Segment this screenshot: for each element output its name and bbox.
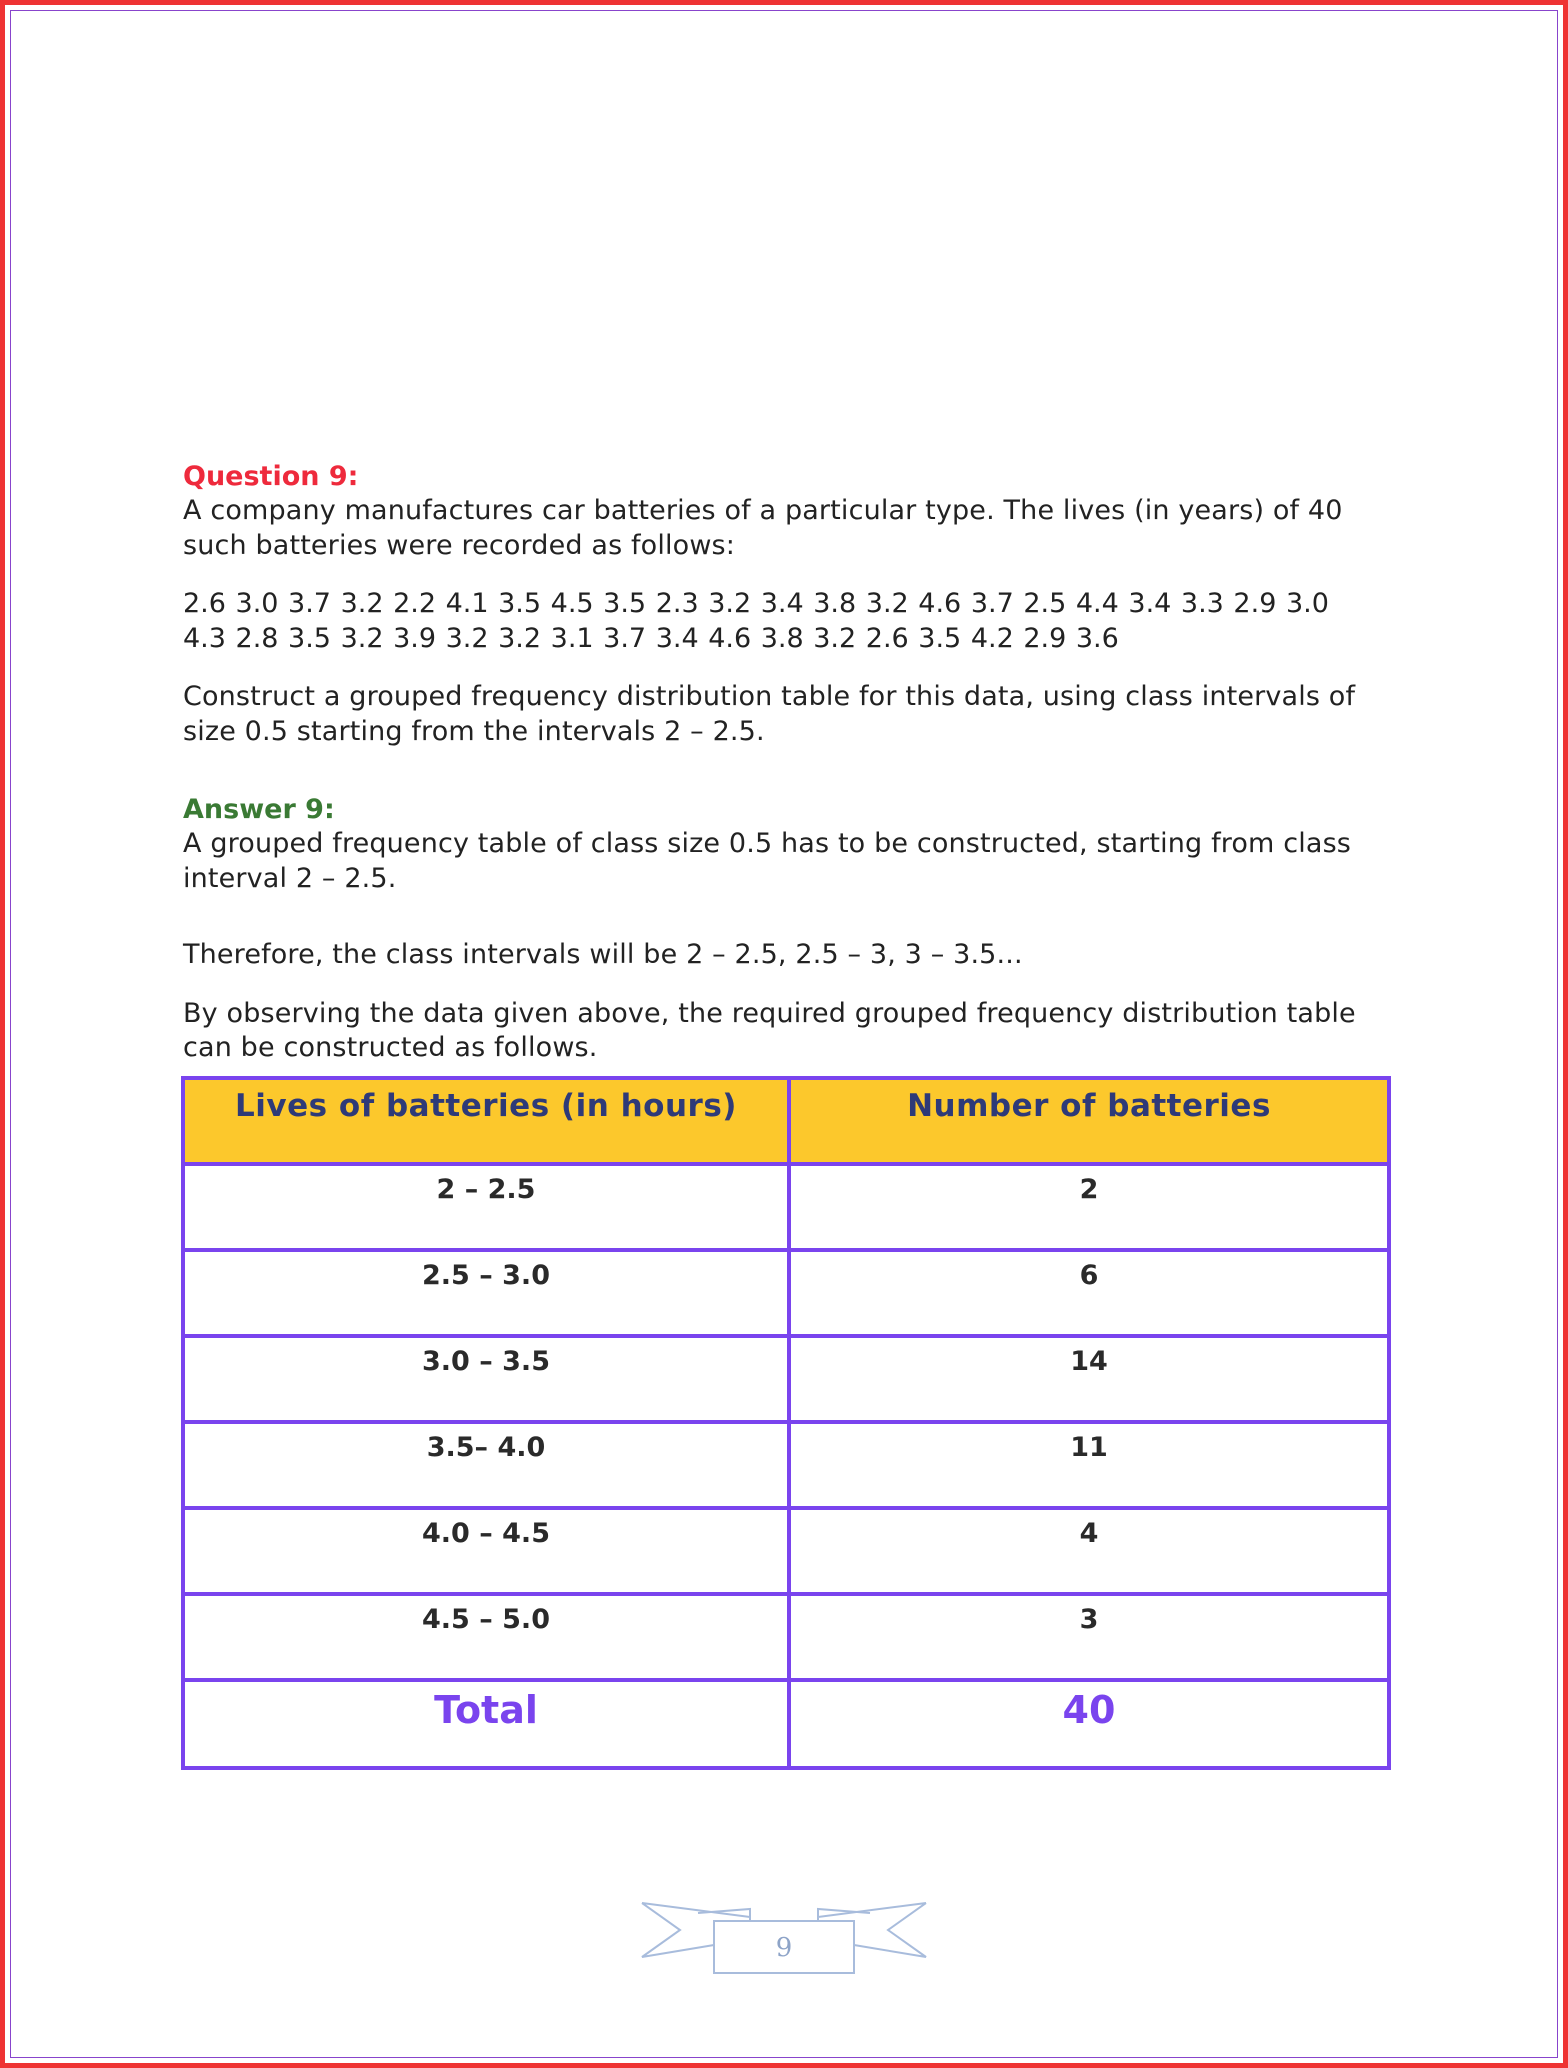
observe-text-line-2: can be constructed as follows. <box>183 1032 598 1063</box>
question-instruction-line-1: Construct a grouped frequency distribution table for this data, using class intervals of <box>183 681 1356 712</box>
frequency-distribution-table <box>181 1076 1391 1770</box>
table-total-row <box>183 1680 1389 1768</box>
question-text-line-2: such batteries were recorded as follows: <box>183 529 736 561</box>
table-row <box>183 1508 1389 1594</box>
frequency-cell: 4 <box>789 1508 1389 1594</box>
observe-text-line-1: By observing the data given above, the required grouped frequency distribution table <box>183 997 1356 1029</box>
class-intervals-text: Therefore, the class intervals will be 2 – 2.5, 2.5 – 3, 3 – 3.5... <box>183 939 1023 970</box>
class-interval-cell: 4.5 – 5.0 <box>183 1594 789 1680</box>
class-interval-cell: 2.5 – 3.0 <box>183 1250 789 1336</box>
data-values-line-1: 2.6 3.0 3.7 3.2 2.2 4.1 3.5 4.5 3.5 2.3 3.2 3.4 3.8 3.2 4.6 3.7 2.5 4.4 3.4 3.3 2.9 3.0 <box>183 588 1329 619</box>
answer-text-line-1: A grouped frequency table of class size 0.5 has to be constructed, starting from class <box>183 828 1352 859</box>
table-row <box>183 1422 1389 1508</box>
document-content <box>183 460 1388 1066</box>
table-header-row <box>183 1078 1389 1164</box>
table-row <box>183 1336 1389 1422</box>
frequency-cell: 6 <box>789 1250 1389 1336</box>
page-number: 9 <box>775 1933 793 1963</box>
class-interval-cell: 3.0 – 3.5 <box>183 1336 789 1422</box>
total-value-cell: 40 <box>789 1680 1389 1768</box>
table-row <box>183 1250 1389 1336</box>
total-label-cell: Total <box>183 1680 789 1768</box>
frequency-cell: 11 <box>789 1422 1389 1508</box>
table-row <box>183 1164 1389 1250</box>
question-text-line-1: A company manufactures car batteries of a particular type. The lives (in years) of 40 <box>183 495 1343 526</box>
frequency-cell: 14 <box>789 1336 1389 1422</box>
class-interval-cell: 4.0 – 4.5 <box>183 1508 789 1594</box>
question-instruction-line-2: size 0.5 starting from the intervals 2 – 2.5. <box>183 715 765 747</box>
table-row <box>183 1594 1389 1680</box>
header-number-of-batteries: Number of batteries <box>789 1078 1389 1164</box>
class-interval-cell: 2 – 2.5 <box>183 1164 789 1250</box>
class-interval-cell: 3.5– 4.0 <box>183 1422 789 1508</box>
question-heading: Question 9: <box>183 461 359 492</box>
answer-heading: Answer 9: <box>183 794 335 825</box>
frequency-cell: 2 <box>789 1164 1389 1250</box>
data-values-line-2: 4.3 2.8 3.5 3.2 3.9 3.2 3.2 3.1 3.7 3.4 4.6 3.8 3.2 2.6 3.5 4.2 2.9 3.6 <box>183 622 1119 654</box>
frequency-cell: 3 <box>789 1594 1389 1680</box>
answer-text-line-2: interval 2 – 2.5. <box>183 862 397 894</box>
header-lives-of-batteries: Lives of batteries (in hours) <box>183 1078 789 1164</box>
